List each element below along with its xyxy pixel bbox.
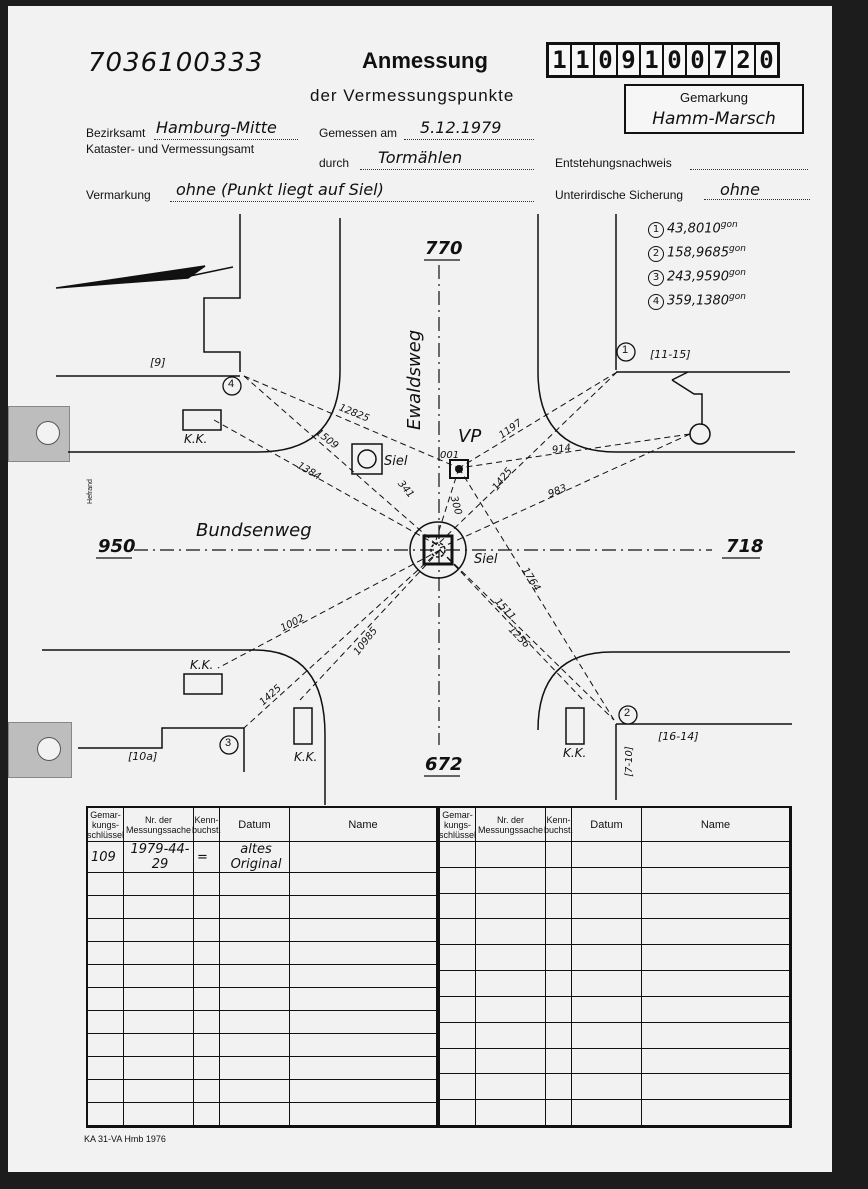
table-cell-empty — [476, 919, 546, 945]
sicherung-value: ohne — [720, 180, 760, 199]
id-digit: 1 — [572, 45, 595, 75]
table-cell-empty — [572, 842, 642, 868]
table-cell-empty — [642, 1049, 790, 1075]
table-cell-empty — [546, 868, 572, 894]
vermarkung-label: Vermarkung — [86, 188, 151, 202]
table-cell-empty — [220, 1057, 290, 1080]
table-cell-empty — [546, 842, 572, 868]
id-digit: 1 — [641, 45, 664, 75]
measure-label: 1197 — [497, 417, 525, 442]
house-number-west: 950 — [98, 536, 136, 557]
table-cell-empty — [572, 894, 642, 920]
point-3: 3 — [225, 737, 232, 749]
table-cell-empty — [220, 988, 290, 1011]
table-cell-empty — [642, 1074, 790, 1100]
gemarkung-label: Gemarkung — [680, 90, 748, 105]
point-1: 1 — [622, 344, 629, 356]
table-cell-empty — [124, 1057, 194, 1080]
table-header-cell: Gemar-kungs-schlüssel — [88, 808, 124, 842]
table-cell-empty — [88, 1080, 124, 1103]
angle-number: 2 — [648, 246, 664, 262]
form-code: KA 31-VA Hmb 1976 — [84, 1134, 166, 1144]
table-cell-empty — [642, 919, 790, 945]
angle-value: 158,9685 — [667, 245, 730, 261]
measure-label: 1256 — [505, 624, 532, 651]
table-header-cell: Nr. der Messungssache — [124, 808, 194, 842]
table-cell: 1979-44-29 — [124, 842, 194, 873]
table-cell-empty — [290, 1103, 437, 1126]
table-cell-empty — [546, 971, 572, 997]
table-cell-empty — [642, 971, 790, 997]
table-cell-empty — [572, 997, 642, 1023]
table-cell-empty — [476, 1023, 546, 1049]
table-cell-empty — [476, 894, 546, 920]
table-cell-empty — [124, 919, 194, 942]
table-cell-empty — [290, 965, 437, 988]
id-digit: 0 — [595, 45, 618, 75]
point-2: 2 — [624, 707, 631, 719]
measure-label: 1384 — [294, 460, 323, 483]
gemarkung-value: Hamm-Marsch — [652, 109, 776, 129]
table-cell-empty — [290, 896, 437, 919]
table-cell-empty — [88, 988, 124, 1011]
kataster-label: Kataster- und Vermessungsamt — [86, 142, 255, 156]
table-cell-empty — [546, 945, 572, 971]
table-cell-empty — [290, 1057, 437, 1080]
table-cell-empty — [440, 868, 476, 894]
parcel-16-14: [16-14] — [658, 730, 699, 743]
street-bundsenweg: Bundsenweg — [196, 520, 312, 541]
kk-label-nw: K.K. — [184, 432, 208, 446]
table-cell-empty — [476, 945, 546, 971]
north-arrow-icon — [56, 266, 205, 288]
angle-number: 1 — [648, 222, 664, 238]
parcel-9: [9] — [150, 356, 166, 369]
id-digit: 9 — [618, 45, 641, 75]
measure-label: 001 — [440, 450, 460, 461]
table-cell-empty — [546, 1100, 572, 1126]
table-cell-empty — [124, 942, 194, 965]
table-cell-empty — [476, 1100, 546, 1126]
table-cell-empty — [546, 894, 572, 920]
table-cell-empty — [440, 1049, 476, 1075]
durch-value: Tormählen — [378, 148, 463, 167]
document-number: 7036100333 — [88, 48, 264, 78]
angle-unit: gon — [729, 244, 746, 254]
table-cell-empty — [440, 842, 476, 868]
table-cell-empty — [572, 868, 642, 894]
table-cell-empty — [220, 1080, 290, 1103]
table-cell: altes Original — [220, 842, 290, 873]
table-cell-empty — [572, 1074, 642, 1100]
table-cell-empty — [572, 971, 642, 997]
table-cell-empty — [546, 1074, 572, 1100]
table-cell-empty — [194, 896, 220, 919]
table-cell-empty — [220, 896, 290, 919]
measure-label: 1764 — [519, 565, 543, 594]
id-digit: 1 — [549, 45, 572, 75]
page-subtitle: der Vermessungspunkte — [310, 86, 515, 105]
table-cell-empty — [124, 988, 194, 1011]
vermarkung-value: ohne (Punkt liegt auf Siel) — [176, 180, 384, 199]
table-cell-empty — [88, 896, 124, 919]
angle-unit: gon — [729, 292, 746, 302]
angle-number: 3 — [648, 270, 664, 286]
table-cell-empty — [546, 997, 572, 1023]
table-cell-empty — [546, 1049, 572, 1075]
table-cell: = — [194, 842, 220, 873]
table-cell-empty — [642, 894, 790, 920]
table-cell-empty — [440, 945, 476, 971]
table-cell-empty — [476, 997, 546, 1023]
table-cell-empty — [194, 873, 220, 896]
bezirksamt-value: Hamburg-Mitte — [156, 118, 277, 137]
measure-label: 914 — [551, 442, 572, 457]
angle-unit: gon — [720, 220, 738, 230]
table-cell-empty — [476, 1049, 546, 1075]
table-cell-empty — [642, 1100, 790, 1126]
table-cell-empty — [220, 1034, 290, 1057]
sicherung-label: Unterirdische Sicherung — [555, 188, 684, 202]
table-cell-empty — [88, 1103, 124, 1126]
table-cell-empty — [290, 873, 437, 896]
side-label: Hefrand — [86, 479, 94, 504]
table-cell-empty — [642, 868, 790, 894]
id-digit: 0 — [664, 45, 687, 75]
table-header-cell: Nr. der Messungssache — [476, 808, 546, 842]
table-cell-empty — [440, 997, 476, 1023]
table-cell-empty — [476, 842, 546, 868]
table-cell-empty — [572, 1023, 642, 1049]
table-cell-empty — [440, 1023, 476, 1049]
table-cell-empty — [194, 965, 220, 988]
table-cell-empty — [546, 1023, 572, 1049]
table-cell-empty — [88, 965, 124, 988]
table-cell-empty — [124, 1080, 194, 1103]
table-cell-empty — [220, 873, 290, 896]
table-cell-empty — [290, 988, 437, 1011]
table-header-cell: Kenn-buchst. — [194, 808, 220, 842]
table-cell — [290, 842, 437, 873]
gemessen-label: Gemessen am — [319, 126, 398, 140]
kk-label-s: K.K. — [294, 750, 318, 764]
table-cell-empty — [124, 896, 194, 919]
table-cell-empty — [220, 965, 290, 988]
table-cell-empty — [124, 1011, 194, 1034]
id-digit: 7 — [710, 45, 733, 75]
measure-label: 341 — [395, 478, 416, 501]
table-header-cell: Name — [290, 808, 437, 842]
table-cell-empty — [642, 842, 790, 868]
table-cell-empty — [88, 919, 124, 942]
angle-unit: gon — [729, 268, 746, 278]
kk-label-se: K.K. — [563, 746, 587, 760]
table-cell-empty — [88, 1011, 124, 1034]
table-cell-empty — [220, 942, 290, 965]
table-cell-empty — [124, 873, 194, 896]
table-cell-empty — [290, 1011, 437, 1034]
measure-label: 1425 — [490, 466, 515, 493]
table-cell-empty — [220, 1103, 290, 1126]
record-table-left — [86, 806, 439, 1128]
table-cell-empty — [546, 919, 572, 945]
measure-label: 12825 — [337, 402, 371, 425]
table-header-cell: Datum — [572, 808, 642, 842]
table-header-cell: Kenn-buchst. — [546, 808, 572, 842]
table-header-cell: Datum — [220, 808, 290, 842]
table-cell-empty — [572, 919, 642, 945]
table-header-cell: Name — [642, 808, 790, 842]
table-cell-empty — [440, 1074, 476, 1100]
table-cell-empty — [642, 945, 790, 971]
measure-label: 1425 — [257, 682, 284, 709]
table-cell-empty — [290, 919, 437, 942]
angle-number: 4 — [648, 294, 664, 310]
entstehung-label: Entstehungsnachweis — [555, 156, 672, 170]
angle-value: 43,8010 — [667, 221, 721, 237]
table-cell-empty — [194, 942, 220, 965]
durch-label: durch — [319, 156, 350, 170]
table-cell-empty — [572, 945, 642, 971]
street-ewaldsweg: Ewaldsweg — [404, 329, 425, 430]
table-cell-empty — [440, 919, 476, 945]
id-digit: 0 — [759, 46, 774, 74]
table-cell-empty — [88, 1034, 124, 1057]
measure-label: 983 — [546, 482, 569, 501]
measure-label: 300 — [447, 494, 464, 517]
table-cell-empty — [440, 1100, 476, 1126]
table-cell-empty — [194, 919, 220, 942]
parcel-10a: [10a] — [128, 750, 158, 763]
table-cell-empty — [194, 1080, 220, 1103]
measure-label: 10985 — [351, 625, 381, 658]
table-cell: 109 — [88, 842, 124, 873]
table-cell-empty — [194, 1011, 220, 1034]
angle-value: 243,9590 — [667, 269, 730, 285]
parcel-11-15: [11-15] — [650, 348, 691, 361]
table-cell-empty — [290, 942, 437, 965]
table-cell-empty — [220, 1011, 290, 1034]
table-cell-empty — [476, 971, 546, 997]
id-digit: 2 — [733, 45, 756, 75]
table-cell-empty — [124, 1103, 194, 1126]
measure-label: 1002 — [278, 612, 307, 635]
table-cell-empty — [642, 1023, 790, 1049]
house-number-north: 770 — [425, 238, 463, 259]
measure-label: 1511 — [492, 596, 518, 623]
gemessen-value: 5.12.1979 — [420, 118, 502, 137]
kk-label-sw: K.K. — [190, 658, 214, 672]
table-cell-empty — [194, 1103, 220, 1126]
id-digit: 0 — [687, 45, 710, 75]
table-cell-empty — [88, 1057, 124, 1080]
house-number-south: 672 — [425, 754, 463, 775]
table-cell-empty — [88, 942, 124, 965]
table-cell-empty — [88, 873, 124, 896]
table-cell-empty — [220, 919, 290, 942]
siel-label-2: Siel — [474, 552, 498, 567]
table-cell-empty — [440, 894, 476, 920]
angle-value: 359,1380 — [667, 293, 730, 309]
bezirksamt-label: Bezirksamt — [86, 126, 146, 140]
record-table-right — [438, 806, 792, 1128]
page-title: Anmessung — [362, 48, 488, 73]
parcel-7-10: [7-10] — [623, 746, 635, 777]
table-cell-empty — [290, 1034, 437, 1057]
table-cell-empty — [642, 997, 790, 1023]
point-4: 4 — [228, 378, 235, 390]
table-cell-empty — [194, 988, 220, 1011]
table-cell-empty — [440, 971, 476, 997]
table-cell-empty — [572, 1049, 642, 1075]
table-cell-empty — [476, 868, 546, 894]
siel-label-1: Siel — [384, 454, 408, 469]
table-cell-empty — [476, 1074, 546, 1100]
house-number-east: 718 — [726, 536, 764, 557]
vp-label: VP — [458, 426, 482, 447]
table-header-cell: Gemar-kungs-schlüssel — [440, 808, 476, 842]
table-cell-empty — [572, 1100, 642, 1126]
table-cell-empty — [290, 1080, 437, 1103]
table-cell-empty — [124, 1034, 194, 1057]
measure-label: 1509 — [313, 427, 341, 452]
table-cell-empty — [124, 965, 194, 988]
table-cell-empty — [194, 1057, 220, 1080]
table-cell-empty — [194, 1034, 220, 1057]
